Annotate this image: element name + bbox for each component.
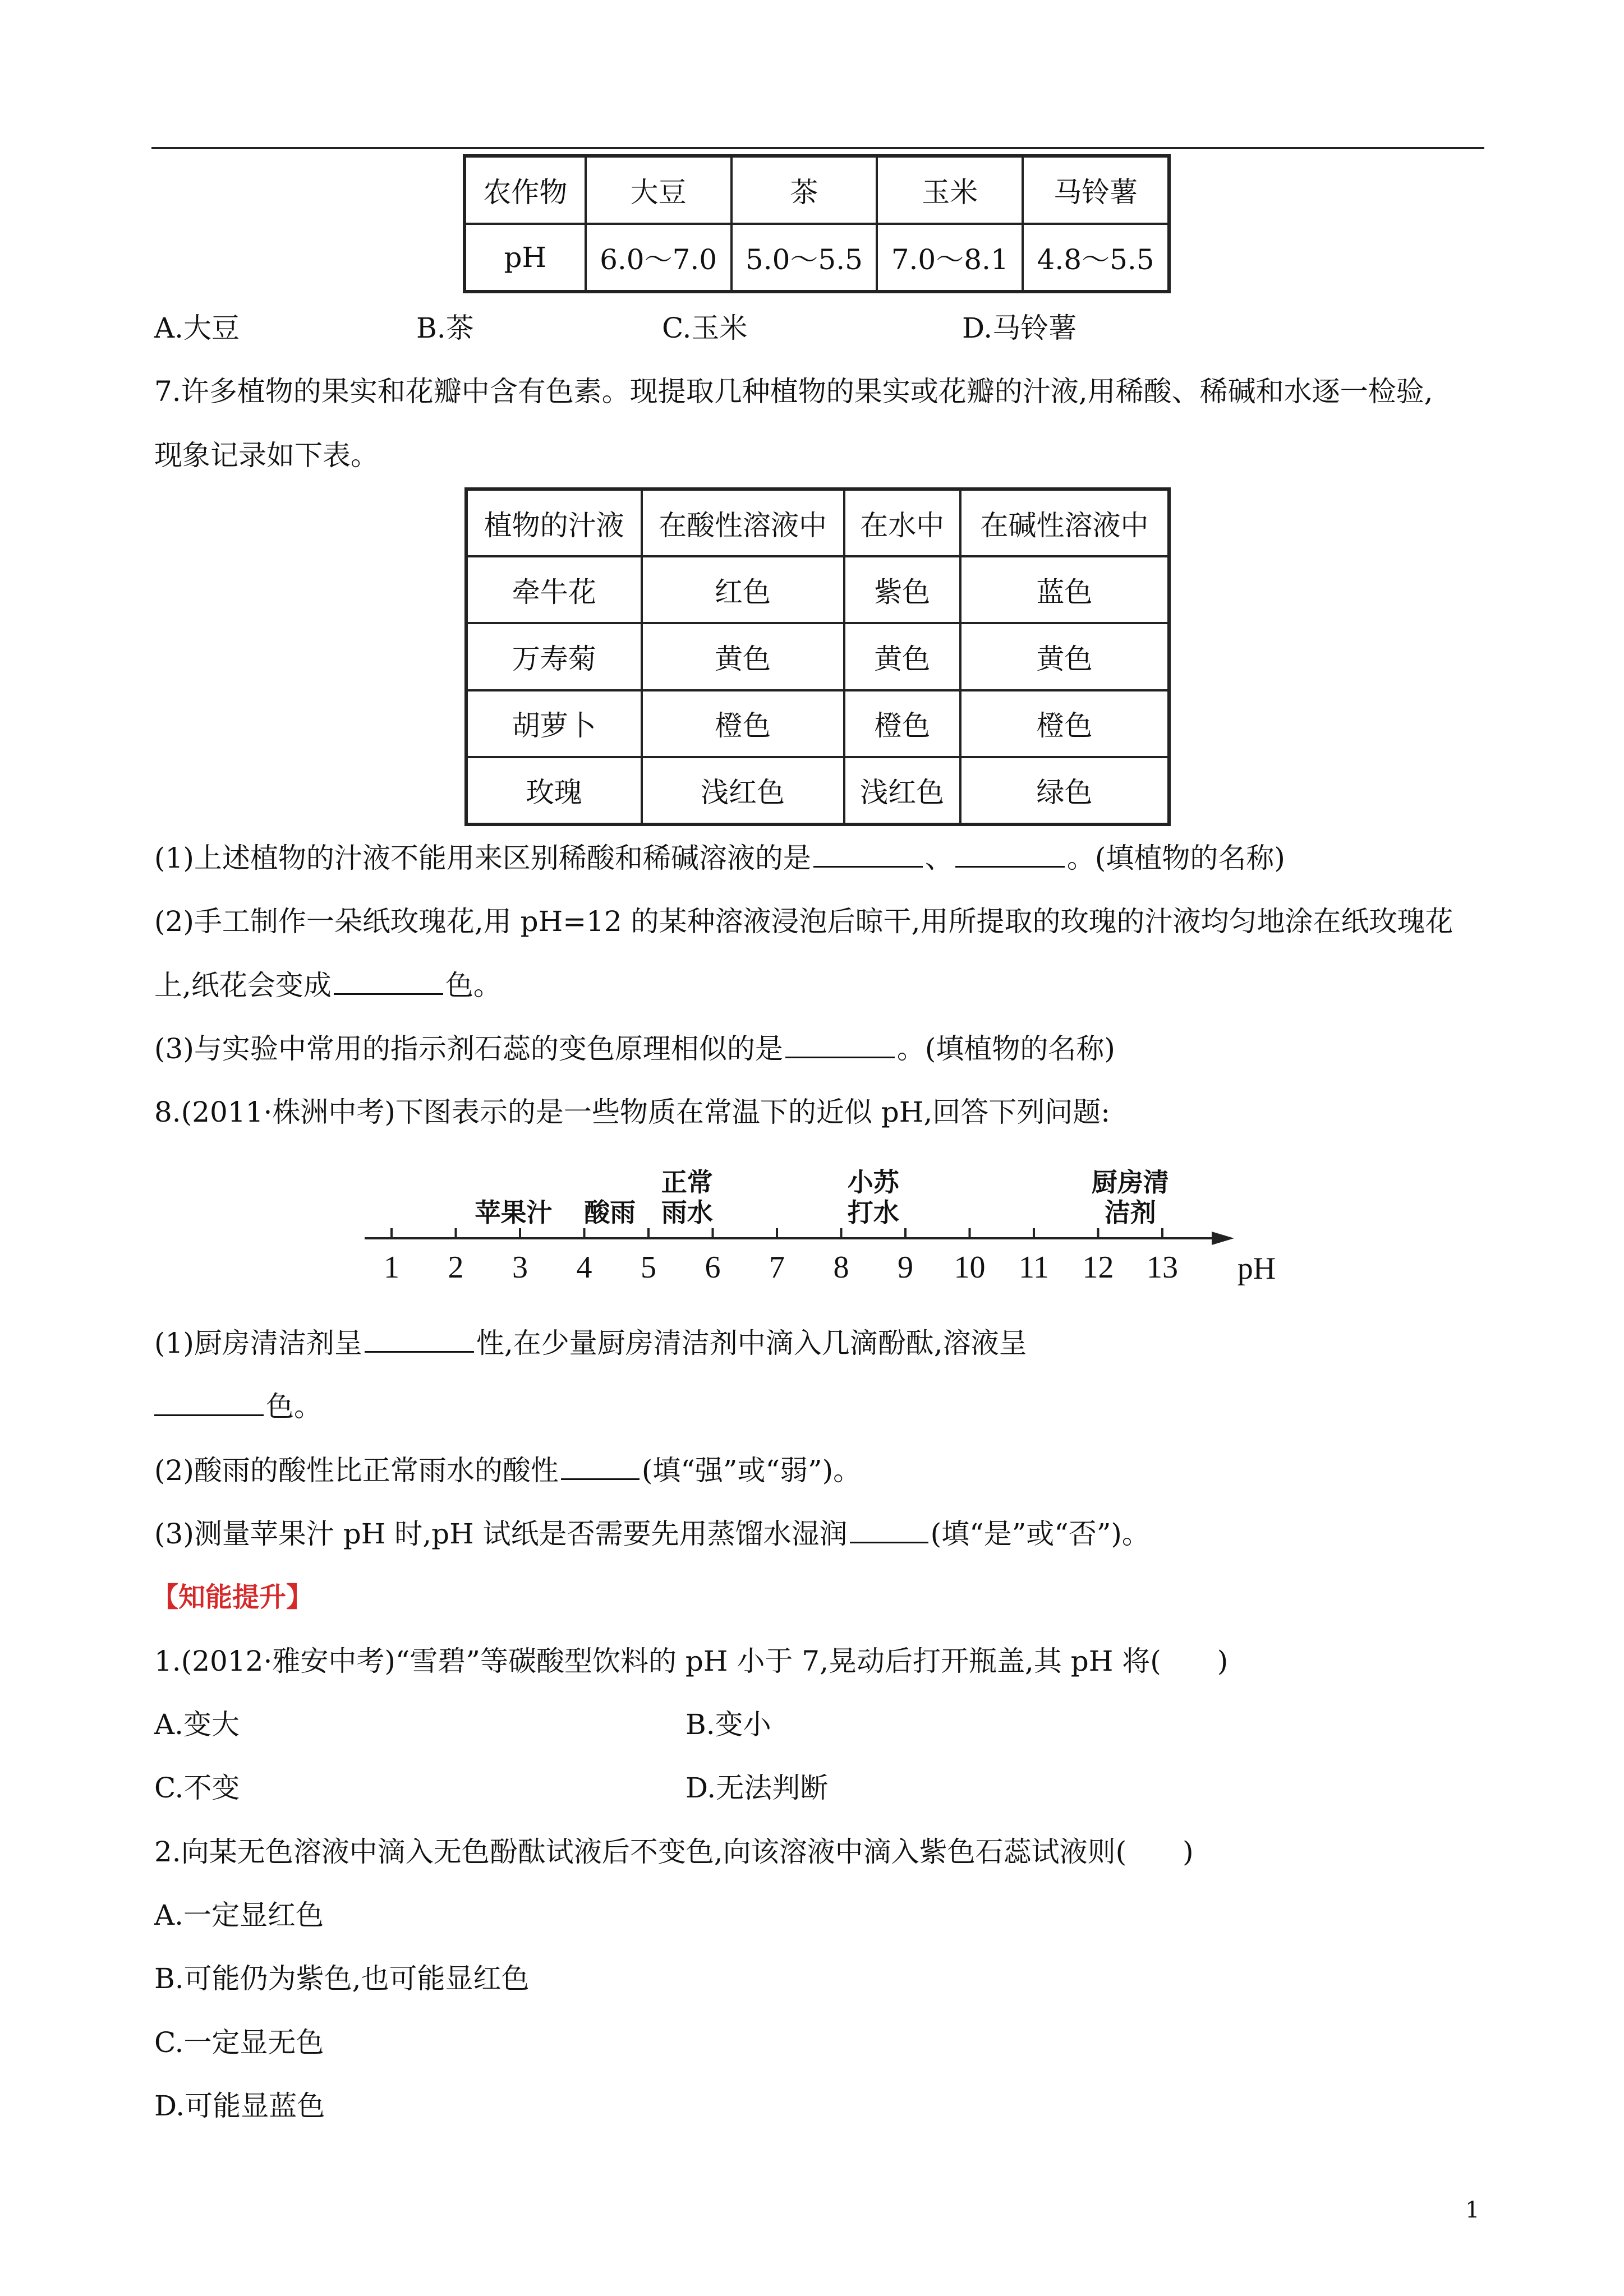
header-rule	[151, 147, 1484, 149]
answer-blank	[561, 1478, 640, 1480]
table-cell: 橙色	[642, 690, 844, 757]
ph-substance-label: 雨水	[661, 1197, 713, 1228]
table-cell: 紫色	[844, 556, 961, 623]
table-cell: 6.0～7.0	[586, 224, 732, 291]
q6-option-c: C.玉米	[662, 312, 748, 344]
table-header-cell: 在水中	[844, 490, 961, 556]
p2-stem: 2.向某无色溶液中滴入无色酚酞试液后不变色,向该溶液中滴入紫色石蕊试液则( )	[154, 1836, 1194, 1868]
table-cell: 大豆	[586, 156, 732, 224]
q7-sub1-separator: 、	[924, 842, 953, 874]
p2-option-d: D.可能显蓝色	[154, 2090, 325, 2122]
ph-substance-label: 小苏	[847, 1167, 899, 1197]
answer-blank	[785, 1056, 895, 1058]
p1-option-b: B.变小	[686, 1708, 771, 1741]
p1-option-a: A.变大	[154, 1708, 240, 1741]
table-cell: 7.0～8.1	[877, 224, 1023, 291]
table-cell: 5.0～5.5	[732, 224, 877, 291]
q8-sub1-line2	[154, 1390, 322, 1423]
table-row	[465, 224, 1168, 291]
table-header-cell: 在酸性溶液中	[642, 490, 844, 556]
table-cell: 玉米	[877, 156, 1023, 224]
table-cell: 万寿菊	[467, 623, 642, 690]
table-row	[465, 156, 1168, 224]
ph-tick-label: 1	[384, 1250, 399, 1285]
ph-tick-label: 11	[1019, 1250, 1049, 1285]
answer-blank	[813, 865, 923, 868]
q8-sub1-text-b: 性,在少量厨房清洁剂中滴入几滴酚酞,溶液呈	[476, 1327, 1027, 1359]
answer-blank	[850, 1541, 928, 1543]
table-cell: 农作物	[465, 156, 586, 224]
ph-tick-label: 5	[641, 1250, 656, 1285]
q8-stem: 8.(2011·株洲中考)下图表示的是一些物质在常温下的近似 pH,回答下列问题:	[154, 1096, 1111, 1128]
ph-tick-label: 7	[769, 1250, 785, 1285]
table-row	[467, 623, 1168, 690]
q7-sub3-text-b: 。(填植物的名称)	[896, 1032, 1115, 1065]
q6-option-b: B.茶	[416, 312, 474, 344]
q7-sub1-text-b: 。(填植物的名称)	[1066, 842, 1285, 874]
ph-tick-label: 4	[576, 1250, 592, 1285]
section-heading: 【知能提升】	[151, 1582, 314, 1613]
answer-blank	[334, 993, 443, 995]
table-cell: 黄色	[960, 623, 1168, 690]
table-cell: 浅红色	[844, 757, 961, 824]
q8-sub1-text-c: 色。	[266, 1390, 322, 1423]
ph-tick-label: 13	[1147, 1250, 1178, 1285]
p1-stem: 1.(2012·雅安中考)“雪碧”等碳酸型饮料的 pH 小于 7,晃动后打开瓶盖,其 pH 将( )	[154, 1645, 1229, 1677]
q8-sub1-line1	[154, 1326, 1027, 1360]
ph-substance-label: 洁剂	[1104, 1197, 1156, 1228]
ph-tick-label: 12	[1082, 1250, 1114, 1285]
ph-tick-label: 6	[705, 1250, 721, 1285]
table-cell: pH	[465, 224, 586, 291]
q6-option-d: D.马铃薯	[962, 312, 1077, 344]
table-cell: 橙色	[960, 690, 1168, 757]
q8-sub3	[154, 1517, 1150, 1551]
ph-axis-arrow	[1212, 1232, 1234, 1245]
ph-unit-label: pH	[1237, 1251, 1276, 1286]
table-header-row	[467, 490, 1168, 556]
ph-tick-label: 2	[448, 1250, 464, 1285]
q7-sub2-text-a: 上,纸花会变成	[154, 969, 332, 1002]
q8-sub3-text-a: (3)测量苹果汁 pH 时,pH 试纸是否需要先用蒸馏水湿润	[154, 1518, 848, 1550]
p1-option-c: C.不变	[154, 1772, 240, 1804]
answer-blank	[955, 865, 1065, 868]
table-cell: 茶	[732, 156, 877, 224]
ph-substance-label: 苹果汁	[475, 1197, 553, 1228]
q8-sub3-text-b: (填“是”或“否”)。	[930, 1518, 1150, 1550]
p2-option-b: B.可能仍为紫色,也可能显红色	[154, 1962, 530, 1995]
table-cell: 黄色	[642, 623, 844, 690]
q7-sub2-line1: (2)手工制作一朵纸玫瑰花,用 pH=12 的某种溶液浸泡后晾干,用所提取的玫瑰的汁液均匀地涂在纸玫瑰花	[154, 905, 1453, 938]
q7-sub2-line2	[154, 969, 502, 1002]
q8-sub2	[154, 1454, 861, 1487]
table-cell: 浅红色	[642, 757, 844, 824]
table-cell: 牵牛花	[467, 556, 642, 623]
table-cell: 玫瑰	[467, 757, 642, 824]
q7-sub1	[154, 841, 1285, 875]
table-header-cell: 植物的汁液	[467, 490, 642, 556]
table-cell: 黄色	[844, 623, 961, 690]
table-header-cell: 在碱性溶液中	[960, 490, 1168, 556]
table-cell: 红色	[642, 556, 844, 623]
answer-blank	[365, 1350, 474, 1353]
q8-sub2-text-a: (2)酸雨的酸性比正常雨水的酸性	[154, 1454, 559, 1487]
ph-tick-label: 9	[898, 1250, 913, 1285]
ph-substance-label: 酸雨	[584, 1197, 636, 1228]
table-cell: 橙色	[844, 690, 961, 757]
q7-sub3	[154, 1032, 1115, 1066]
q8-sub1-text-a: (1)厨房清洁剂呈	[154, 1327, 362, 1359]
crop-ph-table	[464, 155, 1170, 292]
ph-tick-label: 10	[954, 1250, 986, 1285]
p2-option-a: A.一定显红色	[154, 1899, 324, 1931]
q7-stem-line2: 现象记录如下表。	[154, 439, 379, 472]
q6-option-a: A.大豆	[154, 312, 240, 344]
ph-scale-diagram	[359, 1150, 1279, 1295]
q8-sub2-text-b: (填“强”或“弱”)。	[641, 1454, 862, 1487]
q7-sub2-text-b: 色。	[445, 969, 502, 1002]
ph-tick-label: 3	[512, 1250, 528, 1285]
ph-substance-label: 正常	[661, 1167, 713, 1197]
p2-option-c: C.一定显无色	[154, 2026, 324, 2059]
table-row	[467, 757, 1168, 824]
table-cell: 绿色	[960, 757, 1168, 824]
plant-juice-table	[466, 488, 1170, 825]
table-cell: 胡萝卜	[467, 690, 642, 757]
table-row	[467, 556, 1168, 623]
ph-tick-label: 8	[833, 1250, 849, 1285]
p1-option-d: D.无法判断	[686, 1772, 829, 1804]
q7-stem-line1: 7.许多植物的果实和花瓣中含有色素。现提取几种植物的果实或花瓣的汁液,用稀酸、稀碱和水逐一检验,	[154, 375, 1433, 408]
table-cell: 蓝色	[960, 556, 1168, 623]
q7-sub1-text-a: (1)上述植物的汁液不能用来区别稀酸和稀碱溶液的是	[154, 842, 811, 874]
table-cell: 马铃薯	[1023, 156, 1168, 224]
table-cell: 4.8～5.5	[1023, 224, 1168, 291]
table-row	[467, 690, 1168, 757]
q7-sub3-text-a: (3)与实验中常用的指示剂石蕊的变色原理相似的是	[154, 1032, 783, 1065]
ph-substance-label: 打水	[847, 1197, 899, 1228]
answer-blank	[154, 1414, 264, 1416]
ph-substance-label: 厨房清	[1091, 1167, 1169, 1197]
page-number: 1	[1465, 2197, 1480, 2223]
